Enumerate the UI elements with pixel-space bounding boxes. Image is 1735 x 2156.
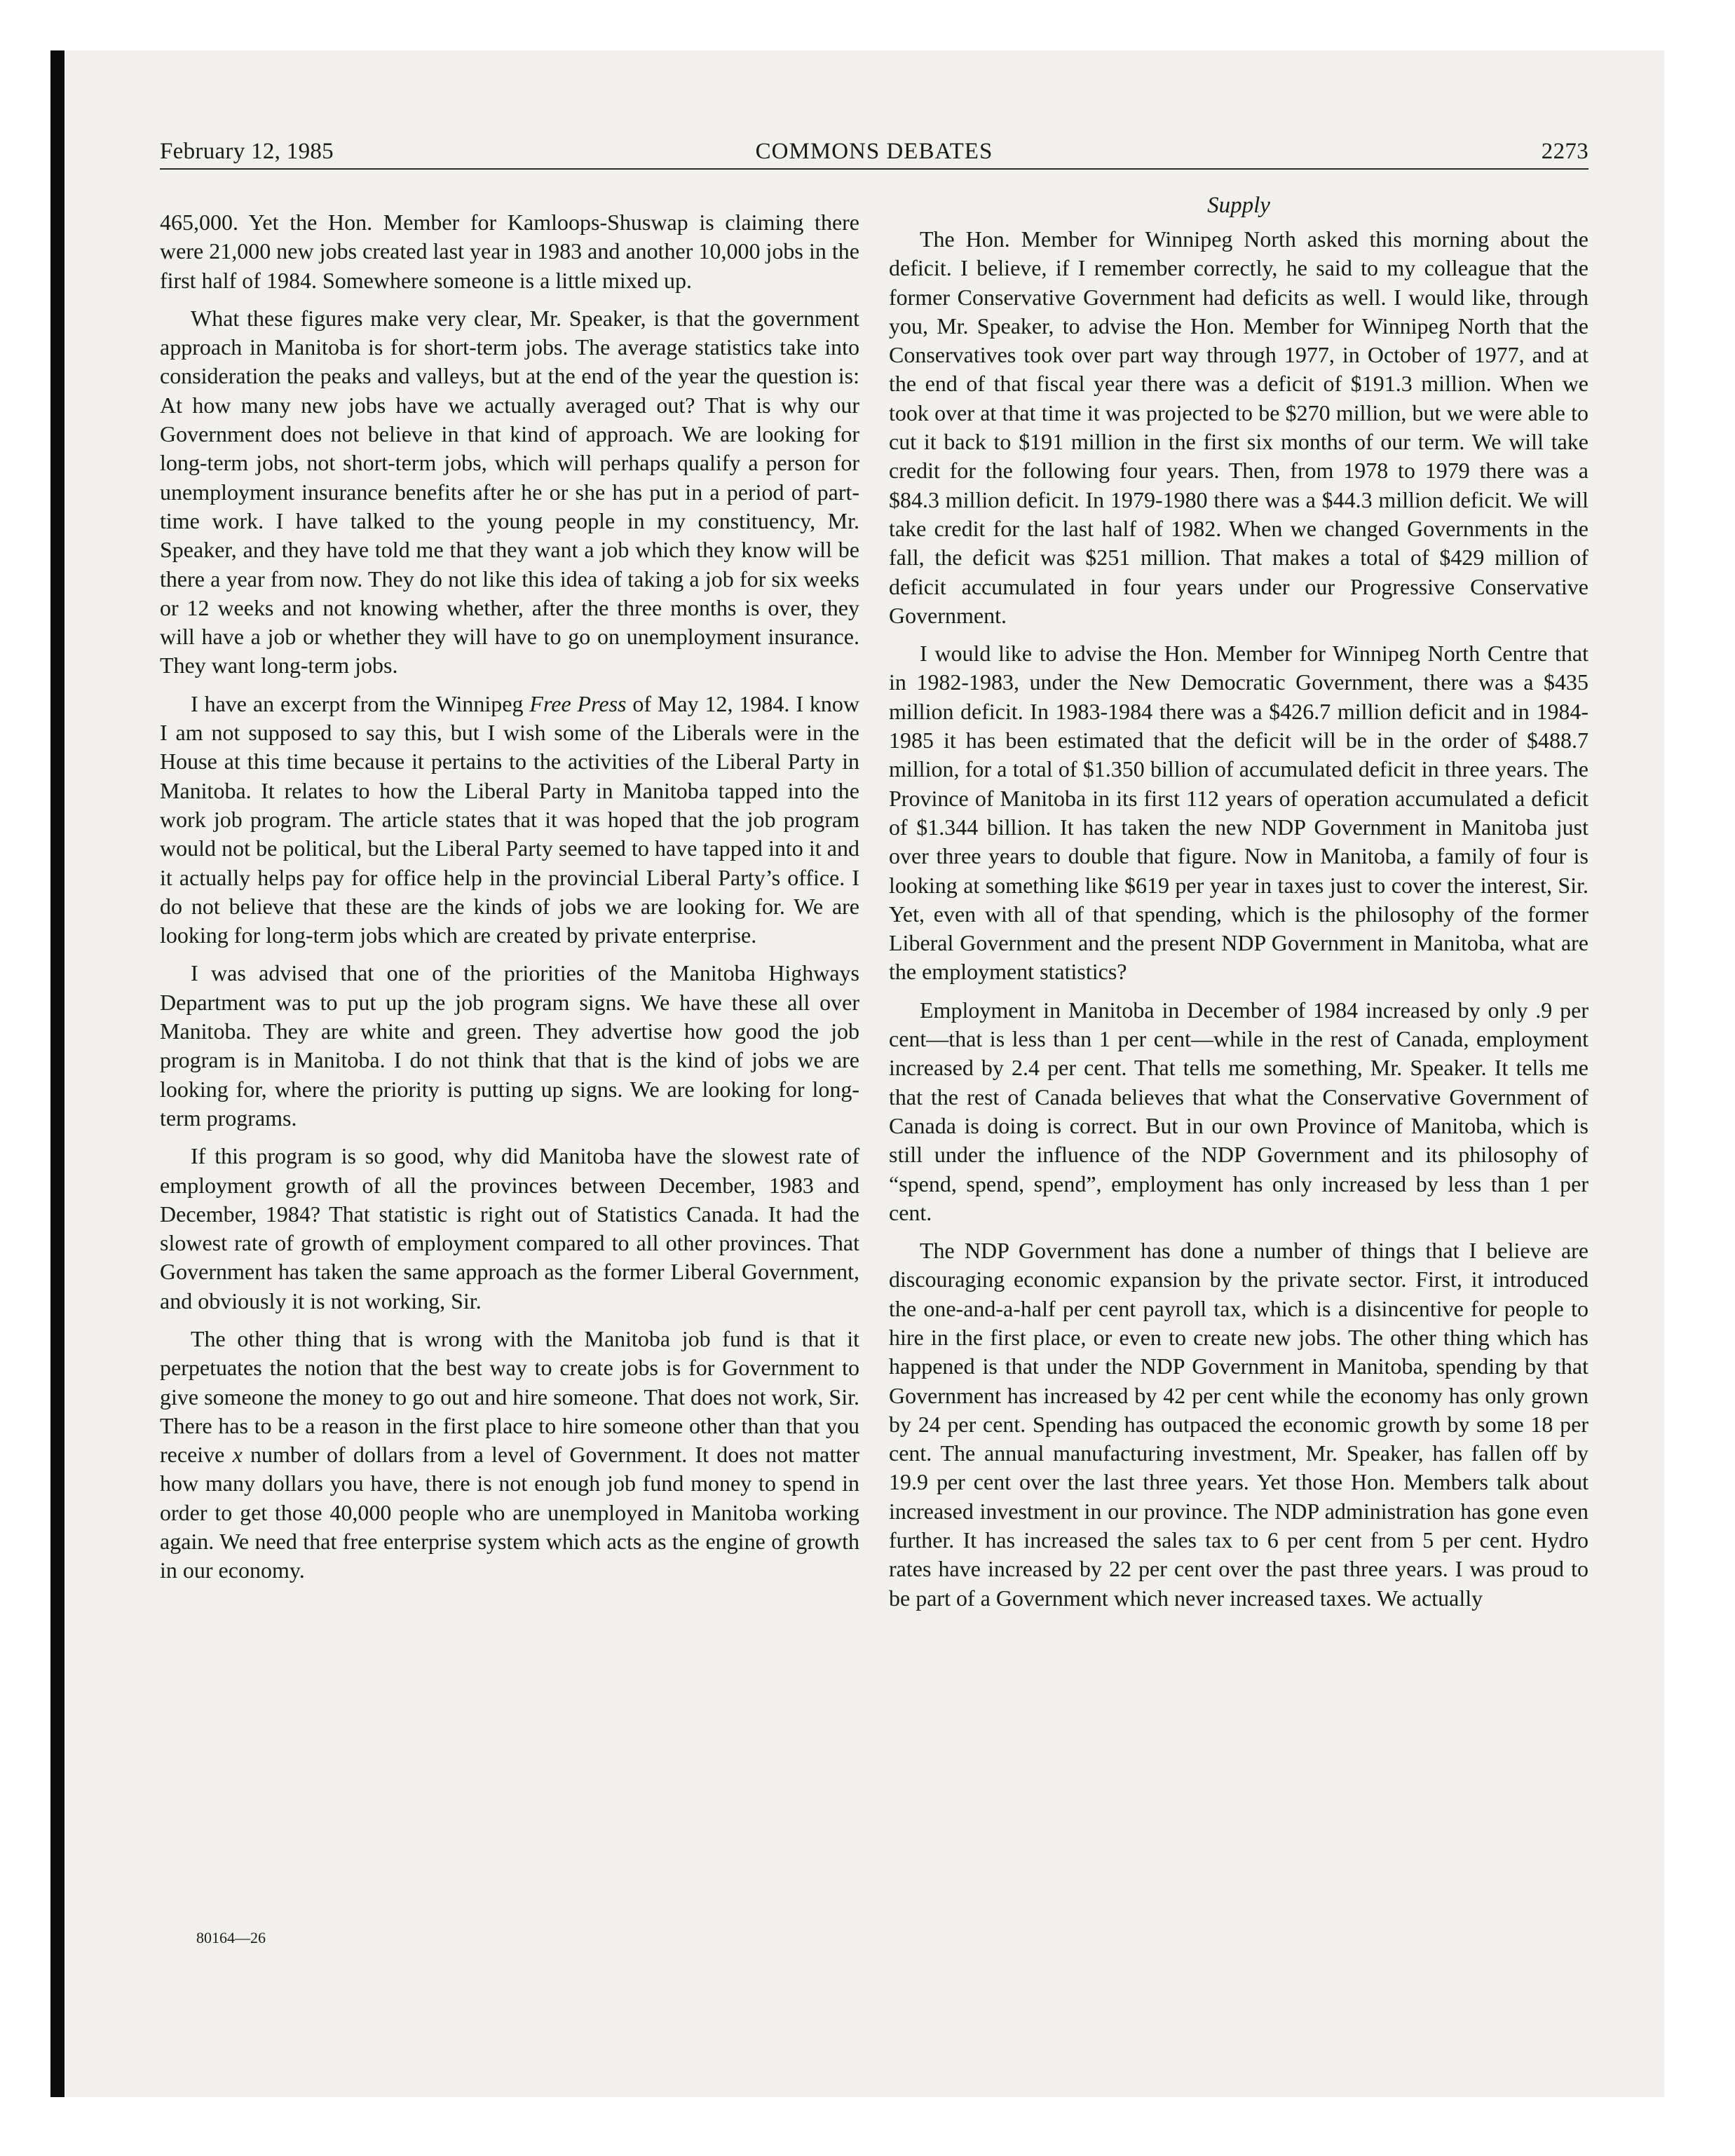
section-title: Supply — [1207, 193, 1270, 218]
right-paragraph-2: I would like to advise the Hon. Member for Winnipeg North Centre that in 1982-1983, under the New Democratic Government, there was a $435 million deficit. In 1983-1984 there was a $426.7 million deficit and in 1984-1985 it has been estimated that the deficit will be in the order of $488.7 million, for a total of $1.350 billion of accumulated deficit in three years. The Province of Manitoba in its first 112 years of operation accumulated a deficit of $1.344 billion. It has taken the new NDP Government in Manitoba just over three years to double that figure. Now in Manitoba, a family of four is looking at something like $619 per year in taxes just to cover the interest, Sir. Yet, even with all of that spending, which is the philosophy of the former Liberal Government and the present NDP Government in Manitoba, what are the employment statistics? — [889, 641, 1588, 985]
footer-code: 80164—26 — [196, 1929, 266, 1946]
left-paragraph-1: 465,000. Yet the Hon. Member for Kamloops-Shuswap is claiming there were 21,000 new jobs created last year in 1983 and another 10,000 jobs in the first half of 1984. Somewhere someone is a little mixed up. — [160, 210, 859, 293]
header-page-number: 2273 — [1541, 139, 1588, 164]
right-paragraph-3: Employment in Manitoba in December of 1984 increased by only .9 per cent—that is less than 1 per cent—while in the rest of Canada, employment increased by 2.4 per cent. That tells me something, Mr. Speaker. It tells me that the rest of Canada believes that what the Conservative Government of Canada is doing is correct. But in our own Province of Manitoba, which is still under the influence of the NDP Government and its philosophy of “spend, spend, spend”, employment has only increased by less than 1 per cent. — [889, 997, 1588, 1225]
right-column — [889, 190, 1588, 1613]
left-paragraph-6: The other thing that is wrong with the Manitoba job fund is that it perpetuates the notion that the best way to create jobs is for Government to give someone the money to go out and hire someone. That does not work, Sir. There has to be a reason in the first place to hire someone other than that you receive x number of dollars from a level of Government. It does not matter how many dollars you have, there is not enough job fund money to spend in order to get those 40,000 people who are unemployed in Manitoba working again. We need that free enterprise system which acts as the engine of growth in our economy. — [160, 1325, 860, 1583]
left-paragraph-3: I have an excerpt from the Winnipeg Free Press of May 12, 1984. I know I am not supposed to say this, but I wish some of the Liberals were in the House at this time because it pertains to the activities of the Liberal Party in Manitoba. It relates to how the Liberal Party in Manitoba tapped into the work job program. The article states that it was hoped that the job program would not be political, but the Liberal Party seemed to have tapped into it and it actually helps pay for office help in the provincial Liberal Party’s office. I do not believe that these are the kinds of jobs we are looking for. We are looking for long-term jobs which are created by private enterprise. — [160, 690, 860, 948]
left-paragraph-2: What these figures make very clear, Mr. Speaker, is that the government approach in Manitoba is for short-term jobs. The average statistics take into consideration the peaks and valleys, but at the end of the year the question is: At how many new jobs have we actually averaged out? That is why our Government does not believe in that kind of approach. We are looking for long-term jobs, not short-term jobs, which will perhaps qualify a person for unemployment insurance benefits after he or she has put in a period of part-time work. I have talked to the young people in my constituency, Mr. Speaker, and they have told me that they want a job which they know will be there a year from now. They do not like this idea of taking a job for six weeks or 12 weeks and not knowing whether, after the three months is over, they will have a job or whether they will have to go on unemployment insurance. They want long-term jobs. — [160, 305, 859, 678]
header-date: February 12, 1985 — [160, 139, 334, 164]
left-paragraph-5: If this program is so good, why did Manitoba have the slowest rate of employment growth of all the provinces between December, 1983 and December, 1984? That statistic is right out of Statistics Canada. It had the slowest rate of growth of employment compared to all other provinces. That Government has taken the same approach as the former Liberal Government, and obviously it is not working, Sir. — [160, 1143, 859, 1314]
right-paragraph-4: The NDP Government has done a number of things that I believe are discouraging economic expansion by the private sector. First, it introduced the one-and-a-half per cent payroll tax, which is a disincentive for people to hire in the first place, or even to create new jobs. The other thing which has happened is that under the NDP Government in Manitoba, spending by that Government has increased by 42 per cent while the economy has only grown by 24 per cent. Spending has outpaced the economic growth by some 18 per cent. The annual manufacturing investment, Mr. Speaker, has fallen off by 19.9 per cent over the last three years. Yet those Hon. Members talk about increased investment in our province. The NDP administration has gone even further. It has increased the sales tax to 6 per cent from 5 per cent. Hydro rates have increased by 22 per cent over the past three years. I was proud to be part of a Government which never increased taxes. We actually — [889, 1238, 1588, 1611]
left-column — [160, 208, 859, 1585]
left-paragraph-4: I was advised that one of the priorities of the Manitoba Highways Department was to put up the job program signs. We have these all over Manitoba. They are white and green. They advertise how good the job program is in Manitoba. I do not think that that is the kind of jobs we are looking for, where the priority is putting up signs. We are looking for long-term programs. — [160, 960, 859, 1131]
header-publication: COMMONS DEBATES — [755, 139, 993, 164]
right-paragraph-1: The Hon. Member for Winnipeg North asked this morning about the deficit. I believe, if I remember correctly, he said to my colleague that the former Conservative Government had deficits as well. I would like, through you, Mr. Speaker, to advise the Hon. Member for Winnipeg North that the Conservatives took over part way through 1977, in October of 1977, and at the end of that fiscal year there was a deficit of $191.3 million. When we took over at that time it was projected to be $270 million, but we were able to cut it back to $191 million in the first six months of our term. We will take credit for the following four years. Then, from 1978 to 1979 there was a $84.3 million deficit. In 1979-1980 there was a $44.3 million deficit. We will take credit for the last half of 1982. When we changed Governments in the fall, the deficit was $251 million. That makes a total of $429 million of deficit accumulated in four years under our Progressive Conservative Government. — [889, 226, 1588, 628]
page-header — [160, 135, 1588, 168]
header-rule — [160, 168, 1588, 170]
binding-edge — [50, 50, 64, 2097]
